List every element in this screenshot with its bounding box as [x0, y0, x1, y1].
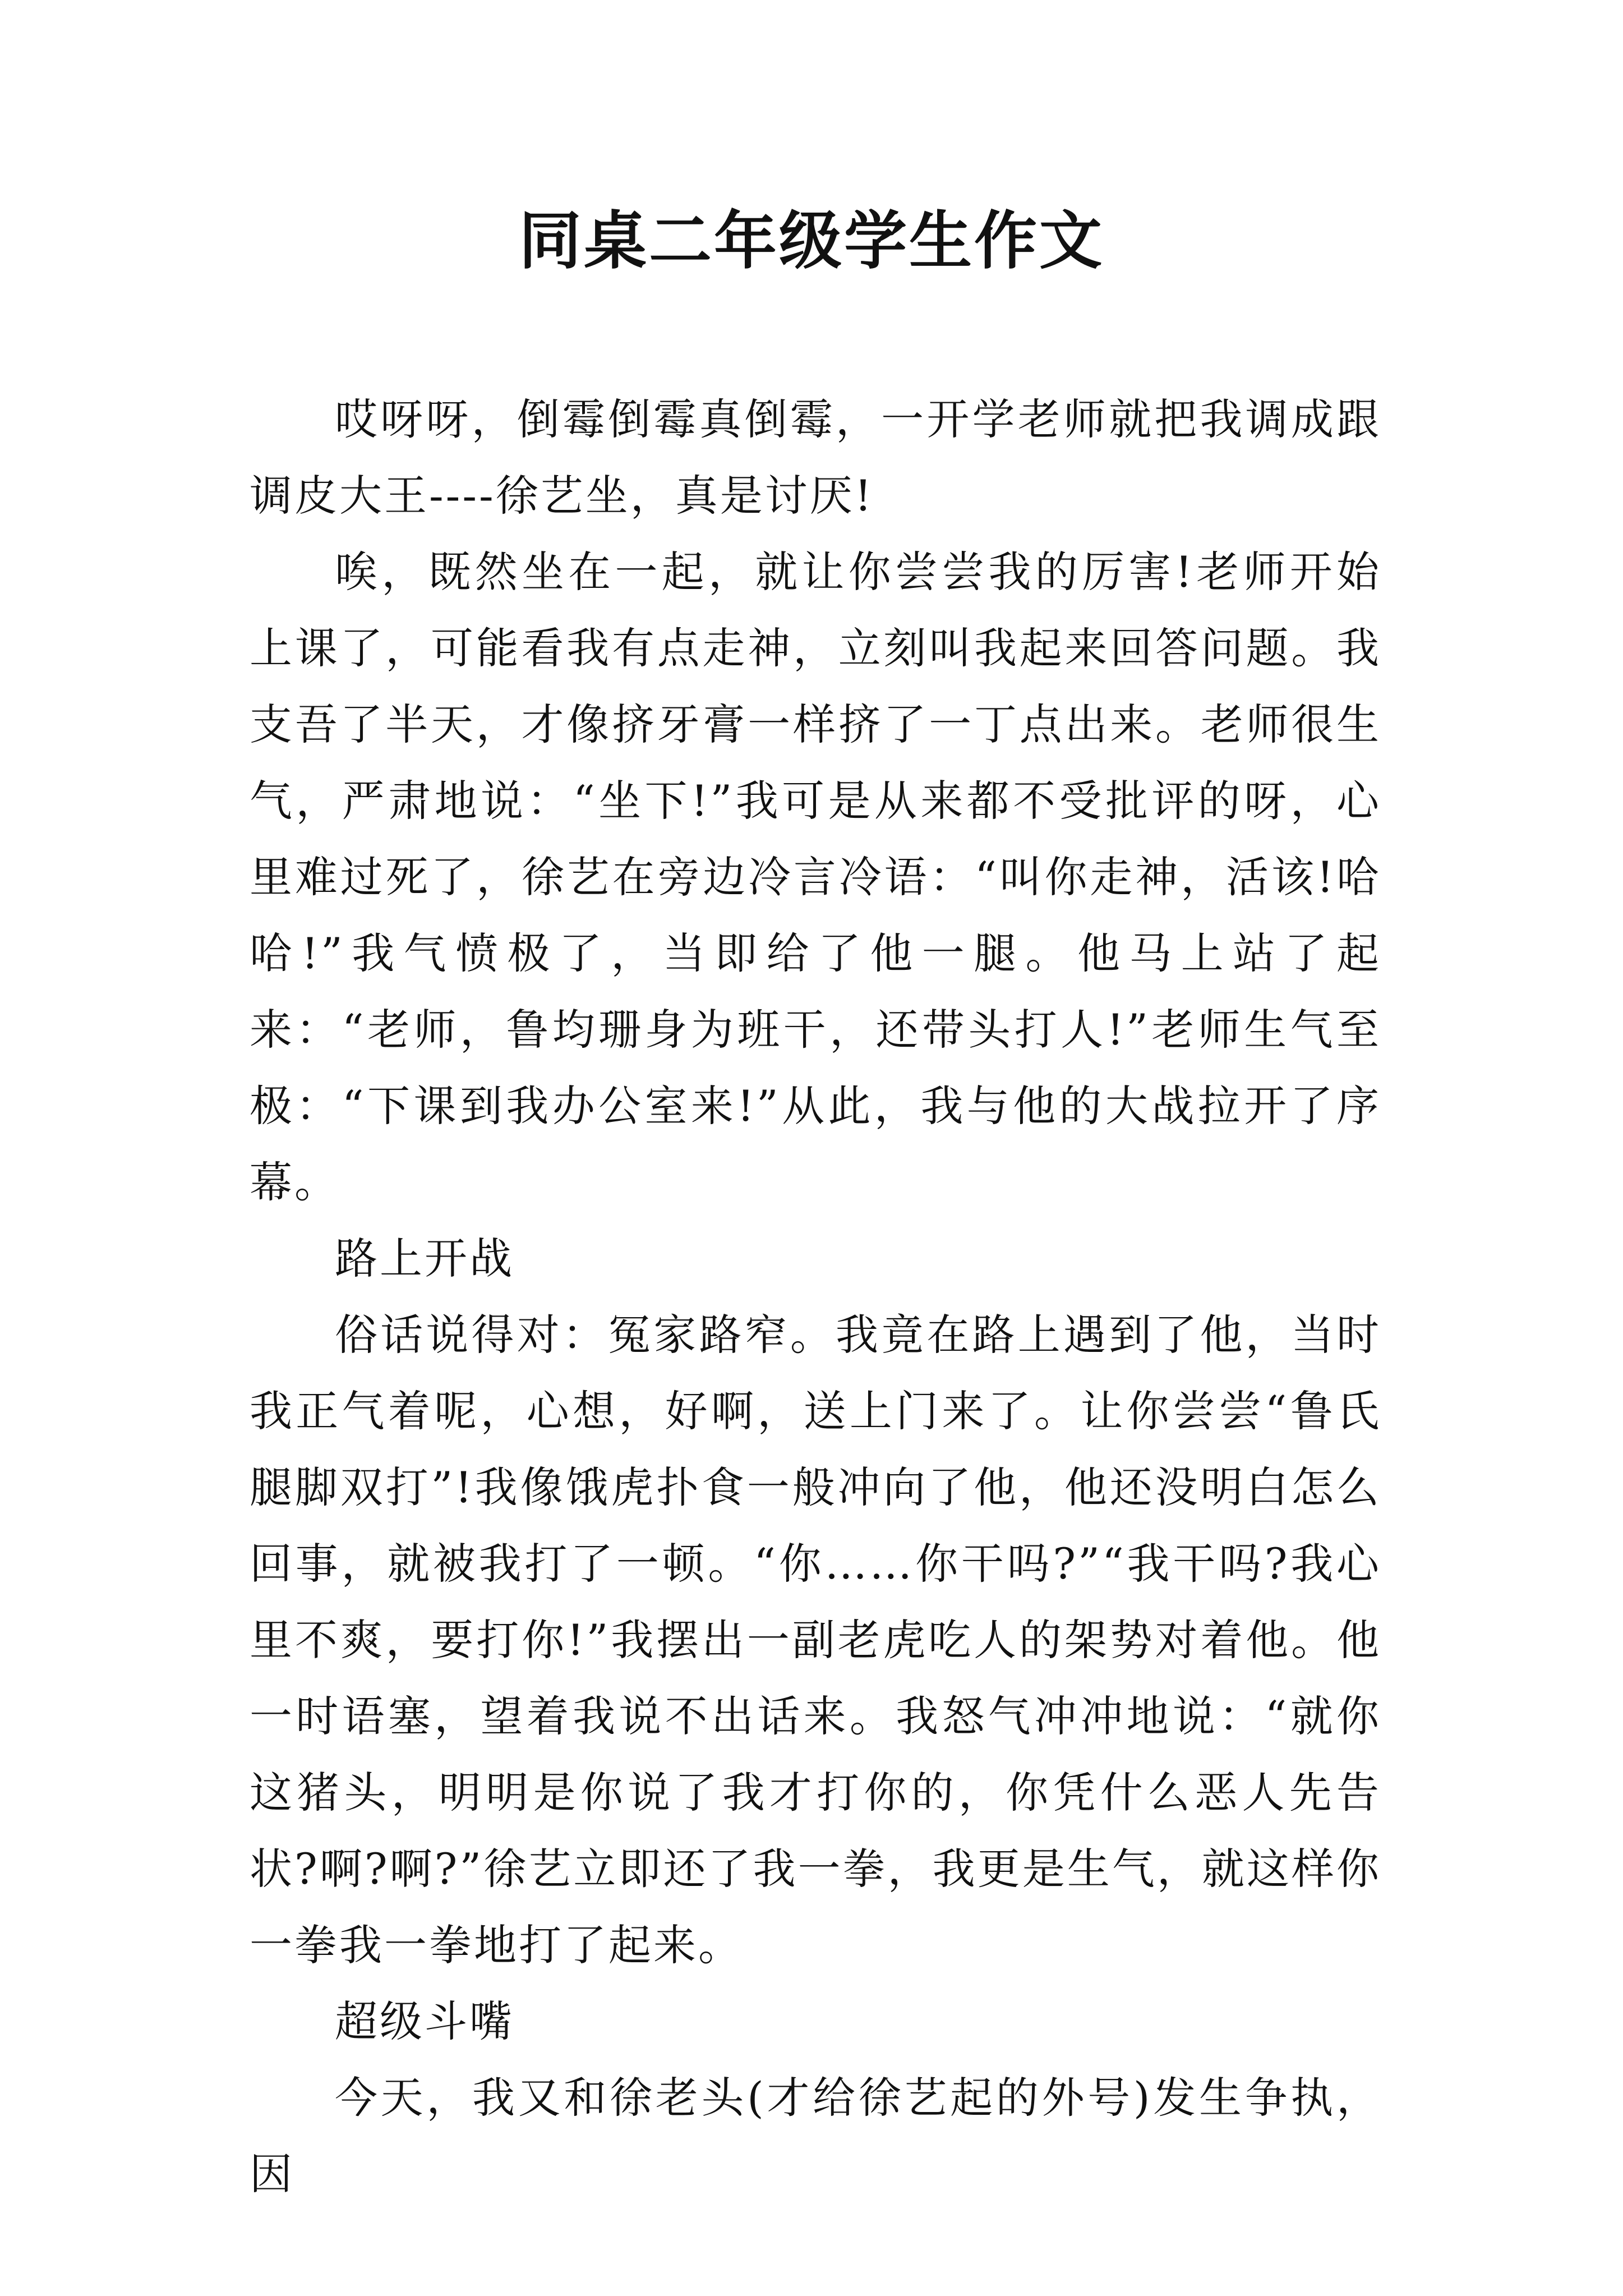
document-title: 同桌二年级学生作文 [519, 204, 1104, 278]
paragraph-4: 今天，我又和徐老头(才给徐艺起的外号)发生争执，因 [250, 2073, 1381, 2199]
paragraph-2: 唉，既然坐在一起，就让你尝尝我的厉害!老师开始上课了，可能看我有点走神，立刻叫我起来回答问题。我支吾了半天，才像挤牙膏一样挤了一丁点出来。老师很生气，严肃地说：“坐下!”我可是从来都不受批评的呀，心里难过死了，徐艺在旁边冷言冷语：“叫你走神，活该!哈哈!”我气愤极了，当即给了他一腿。他马上站了起来：“老师，鲁均珊身为班干，还带头打人!”老师生气至极：“下课到我办公室来!”从此，我与他的大战拉开了序幕。 [250, 547, 1381, 1207]
paragraph-3: 俗话说得对：冤家路窄。我竟在路上遇到了他，当时我正气着呢，心想，好啊，送上门来了。让你尝尝“鲁氏腿脚双打”!我像饿虎扑食一般冲向了他，他还没明白怎么回事，就被我打了一顿。“你……你干吗?”“我干吗?我心里不爽，要打你!”我摆出一副老虎吃人的架势对着他。他一时语塞，望着我说不出话来。我怒气冲冲地说：“就你这猪头，明明是你说了我才打你的，你凭什么恶人先告状?啊?啊?”徐艺立即还了我一拳，我更是生气，就这样你一拳我一拳地打了起来。 [250, 1310, 1381, 1970]
section-heading-road-fight: 路上开战 [335, 1234, 514, 1283]
section-heading-super-argument: 超级斗嘴 [335, 1996, 514, 2046]
document-body [250, 381, 1381, 2212]
paragraph-1: 哎呀呀，倒霉倒霉真倒霉，一开学老师就把我调成跟调皮大王----徐艺坐，真是讨厌! [250, 394, 1381, 521]
